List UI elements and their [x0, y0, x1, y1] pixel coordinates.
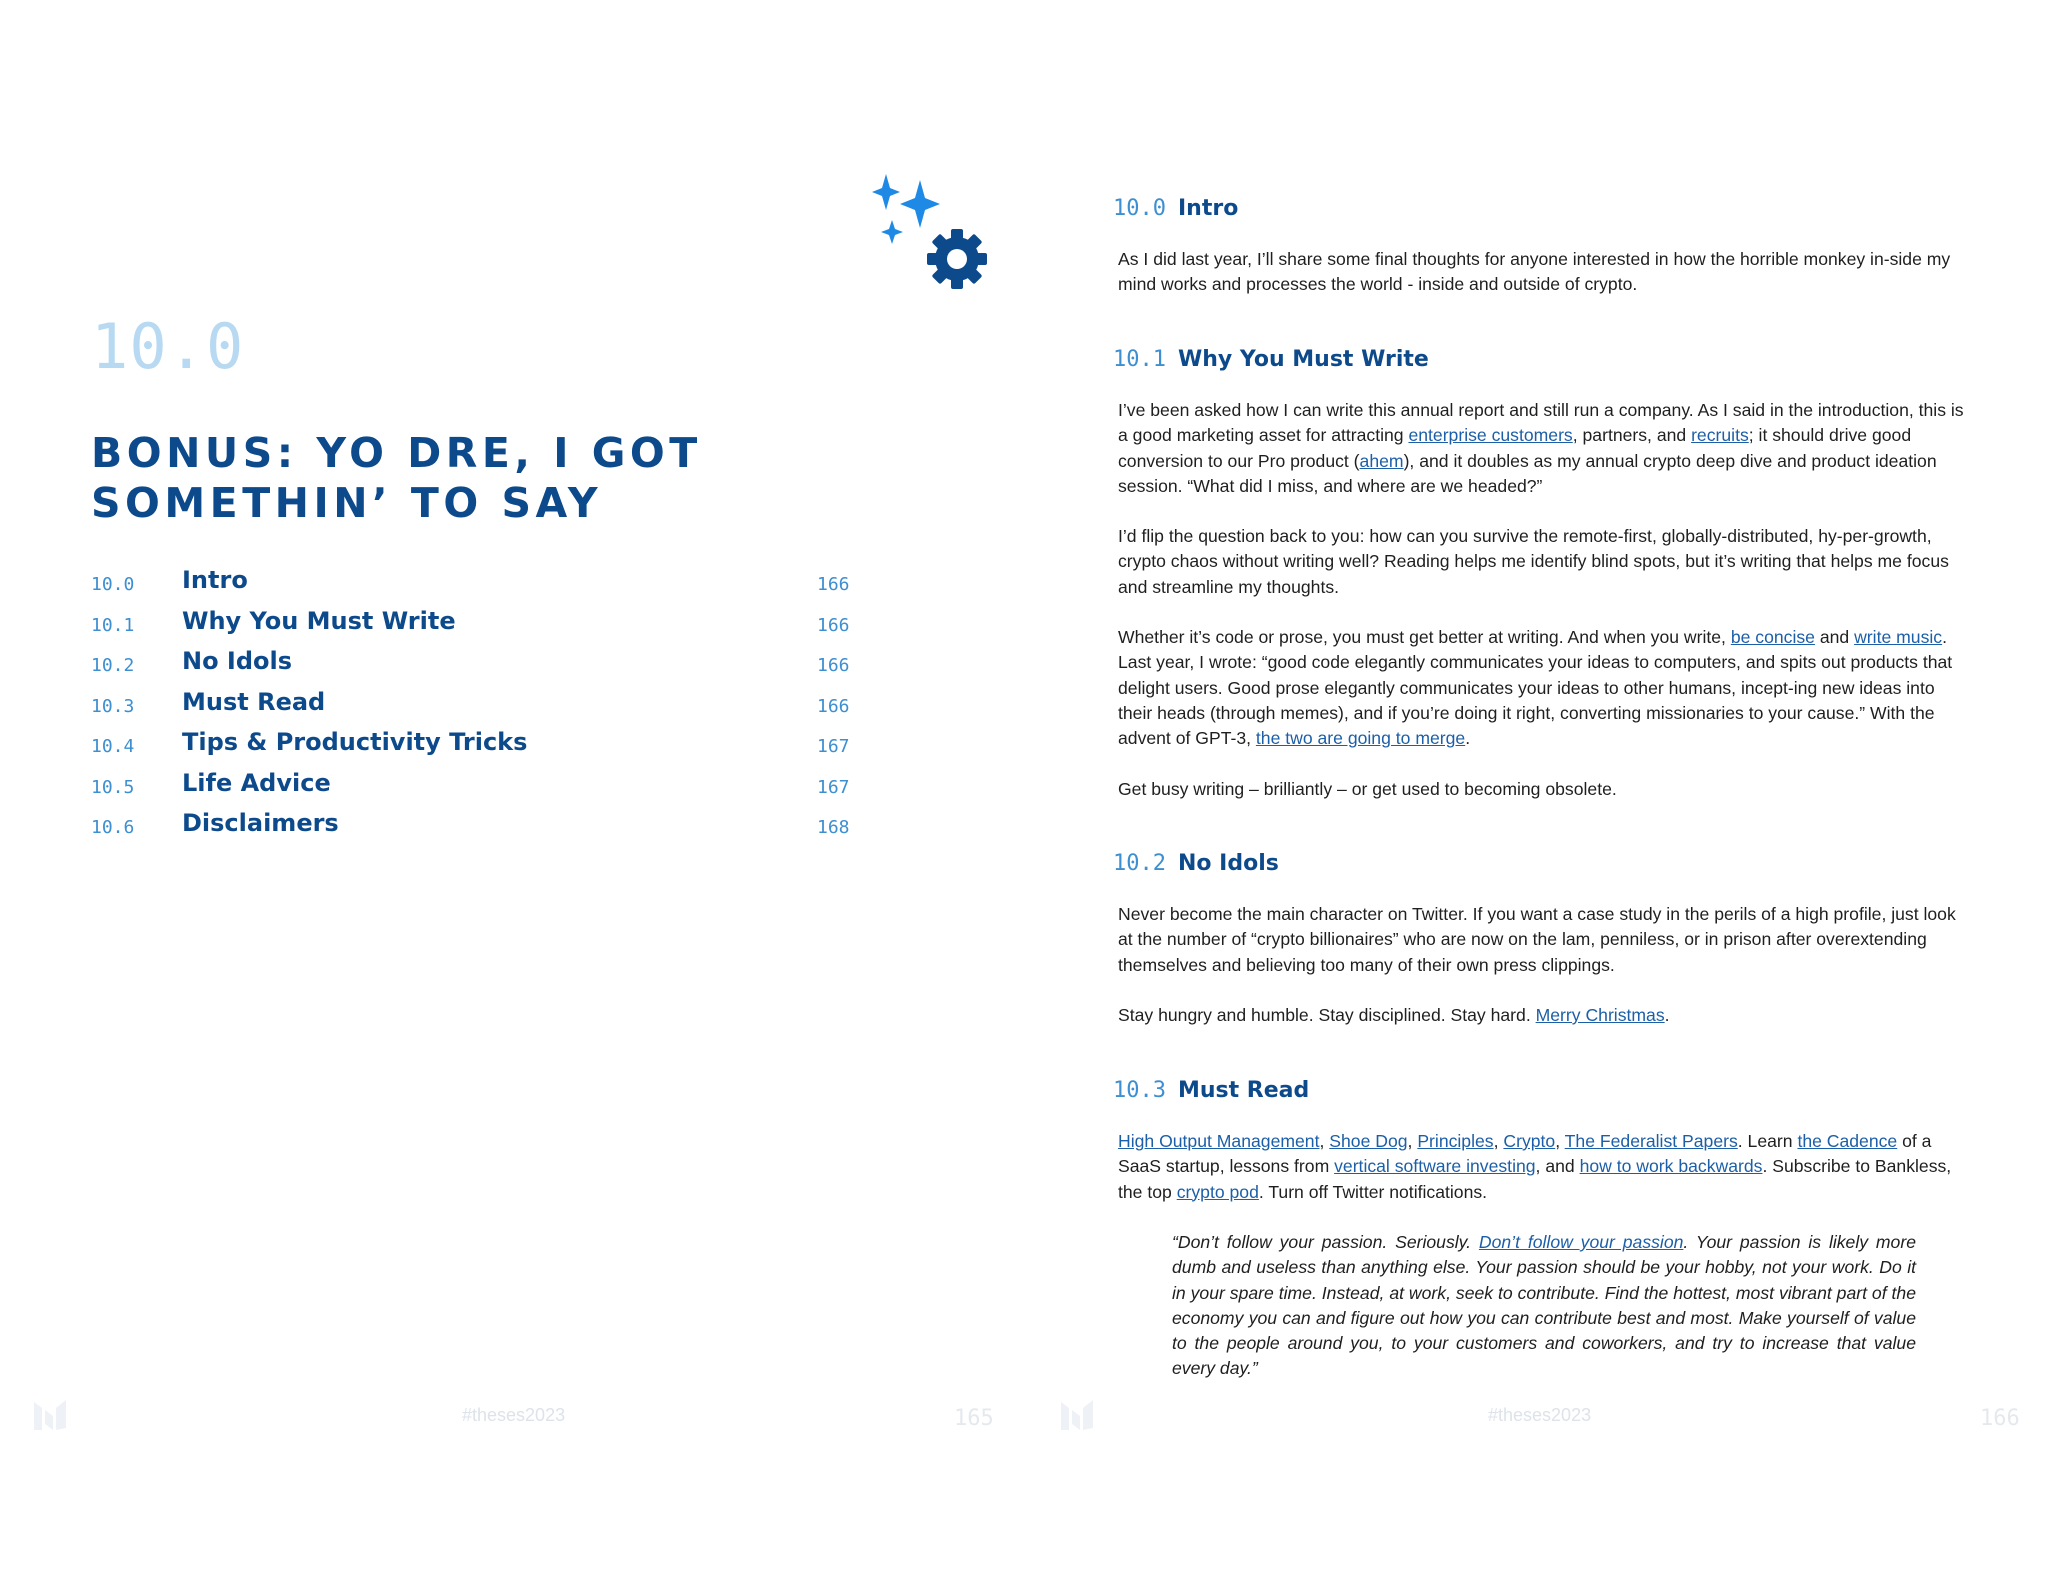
write-paragraph-2: I’d flip the question back to you: how can you survive the remote-first, globally-distributed, hy-per-growth, crypto chaos without writing well? Reading helps me identify blind spots, but it’s writing that helps me focus and streamline my thoughts.: [1118, 526, 1949, 597]
link-shoe-dog[interactable]: Shoe Dog: [1329, 1131, 1408, 1151]
link-write-music[interactable]: write music: [1854, 627, 1943, 647]
link-principles[interactable]: Principles: [1417, 1131, 1494, 1151]
chapter-title: [91, 428, 851, 528]
toc-item-label[interactable]: Why You Must Write: [182, 606, 456, 635]
read-paragraph-1: [1118, 1129, 1973, 1205]
text-run: of a SaaS startup, lessons from: [1118, 1131, 1932, 1177]
text-run: , and: [1535, 1156, 1580, 1177]
toc-item-no-idols[interactable]: [91, 647, 861, 688]
section-title: Intro: [1177, 196, 1239, 221]
toc-item-page: 166: [817, 614, 850, 636]
toc-item-label[interactable]: Disclaimers: [182, 809, 339, 837]
link-crypto[interactable]: Crypto: [1503, 1131, 1556, 1151]
text-run: and: [1814, 627, 1855, 647]
footer-hashtag: #theses2023: [1488, 1405, 1592, 1425]
toc-item-number: 10.4: [91, 736, 135, 757]
write-paragraph-4: Get busy writing – brilliantly – or get used to becoming obsolete.: [1118, 779, 1617, 799]
toc-item-page: 167: [817, 776, 850, 798]
link-the-two-are-going-to-merge[interactable]: the two are going to merge: [1255, 728, 1466, 749]
toc-item-page: 167: [817, 736, 850, 757]
text-run: ,: [1493, 1131, 1504, 1151]
idols-paragraph-2: [1118, 1003, 1973, 1028]
text-run: I’ve been asked how I can write this annual report and still run a company. As I said in the introduction, this is a good marketing asset for attracting: [1118, 400, 1964, 446]
section-number: 10.1: [1113, 347, 1166, 372]
section-heading-must-read: [1113, 1076, 1309, 1104]
chapter-title-line-2: SOMETHIN’ TO SAY: [91, 479, 603, 527]
toc-item-number: 10.6: [91, 817, 135, 838]
toc-item-page: 166: [817, 574, 850, 595]
section-heading-why-you-must-write: [1113, 345, 1429, 373]
text-run: .: [1465, 728, 1471, 749]
toc-item-must-read[interactable]: [91, 688, 861, 729]
chapter-title-line-1: BONUS: YO DRE, I GOT: [91, 429, 702, 477]
toc-item-number: 10.2: [91, 655, 135, 676]
section-title: Must Read: [1177, 1078, 1310, 1103]
toc-item-label[interactable]: Intro: [182, 566, 248, 594]
block-quote: [1172, 1230, 1916, 1382]
text-run: “Don’t follow your passion. Seriously.: [1172, 1232, 1479, 1252]
toc-item-intro[interactable]: [91, 566, 861, 607]
text-run: . Last year, I wrote: “good code elegantly communicates your ideas to computers, and spits out products that delight users. Good prose elegantly communicates your ideas to other humans, incept-ing new ideas into their heads (through memes), and if you’re doing it right, converting missionaries to your cause.” With the advent of GPT-3,: [1118, 627, 1953, 749]
toc-item-page: 166: [817, 655, 850, 676]
link-high-output-management[interactable]: High Output Management: [1118, 1131, 1320, 1151]
link-the-cadence[interactable]: the Cadence: [1797, 1131, 1898, 1151]
write-paragraph-1: [1118, 398, 1973, 499]
link-the-federalist-papers[interactable]: The Federalist Papers: [1564, 1131, 1738, 1151]
toc-item-label[interactable]: Tips & Productivity Tricks: [182, 728, 528, 756]
toc-item-number: 10.1: [91, 614, 135, 636]
text-run: ,: [1555, 1131, 1565, 1151]
link-vertical-software-investing[interactable]: vertical software investing: [1334, 1156, 1536, 1177]
chapter-number: 10.0: [91, 310, 245, 383]
link-enterprise-customers[interactable]: enterprise customers: [1408, 425, 1573, 446]
link-how-to-work-backwards[interactable]: how to work backwards: [1579, 1156, 1763, 1177]
text-run: ; it should drive good conversion to our Pro product (: [1118, 425, 1912, 471]
text-run: . Learn: [1737, 1131, 1798, 1151]
text-run: .: [1664, 1005, 1670, 1025]
section-number: 10.2: [1113, 851, 1166, 876]
toc-item-label[interactable]: No Idols: [182, 647, 293, 675]
toc-item-life-advice[interactable]: [91, 769, 861, 810]
footer-page-number: 166: [1980, 1406, 2020, 1431]
write-paragraph-3: [1118, 625, 1973, 751]
toc-item-label[interactable]: Must Read: [182, 687, 326, 716]
section-number: 10.3: [1113, 1078, 1166, 1103]
footer-hashtag: #theses2023: [462, 1405, 566, 1425]
text-run: , partners, and: [1572, 425, 1692, 446]
footer-page-number: 165: [954, 1406, 994, 1431]
text-run: . Your passion is likely more dumb and useless than anything else. Your passion should be your hobby, not your work. Do it in your spare time. Instead, at work, seek to contribute. Find the hottest, most vibrant part of the economy you can and figure out how you can contribute best and most. Make yourself of value to the people around you, to your customers and coworkers, and try to increase that value every day.”: [1172, 1232, 1916, 1379]
link-ahem[interactable]: ahem: [1359, 450, 1404, 471]
section-heading-intro: [1113, 194, 1238, 222]
toc-item-tips-productivity-tricks[interactable]: [91, 728, 861, 769]
link-be-concise[interactable]: be concise: [1730, 627, 1815, 647]
link-crypto-pod[interactable]: crypto pod: [1176, 1181, 1259, 1202]
toc-item-page: 166: [817, 695, 850, 717]
link-recruits[interactable]: recruits: [1691, 425, 1749, 446]
text-run: Whether it’s code or prose, you must get better at writing. And when you write,: [1118, 627, 1731, 647]
messari-logo-icon: [32, 1398, 68, 1432]
messari-logo-icon: [1059, 1398, 1095, 1432]
text-run: . Subscribe to Bankless, the top: [1118, 1156, 1952, 1202]
toc-item-disclaimers[interactable]: [91, 809, 861, 850]
text-run: ,: [1407, 1131, 1418, 1151]
toc-item-why-you-must-write[interactable]: [91, 607, 861, 648]
toc-item-number: 10.5: [91, 776, 135, 798]
link-merry-christmas[interactable]: Merry Christmas: [1535, 1005, 1665, 1025]
text-run: Stay hungry and humble. Stay disciplined. Stay hard.: [1118, 1005, 1536, 1025]
intro-paragraph: As I did last year, I’ll share some final thoughts for anyone interested in how the horrible monkey in-side my mind works and processes the world - inside and outside of crypto.: [1118, 249, 1951, 295]
link-dont-follow-your-passion[interactable]: Don’t follow your passion: [1478, 1232, 1684, 1252]
text-run: . Turn off Twitter notifications.: [1258, 1181, 1488, 1202]
toc-item-label[interactable]: Life Advice: [182, 768, 331, 797]
section-title: Why You Must Write: [1177, 347, 1429, 372]
section-heading-no-idols: [1113, 849, 1279, 877]
text-run: ,: [1319, 1131, 1330, 1151]
section-title: No Idols: [1177, 851, 1279, 876]
idols-paragraph-1: Never become the main character on Twitter. If you want a case study in the perils of a high profile, just look at the number of “crypto billionaires” who are now on the lam, penniless, or in prison after overextending themselves and believing too many of their own press clippings.: [1118, 904, 1956, 975]
toc-item-number: 10.3: [91, 695, 135, 717]
toc-item-page: 168: [817, 817, 850, 838]
sparkles-gear-icon: [868, 170, 998, 295]
text-run: ), and it doubles as my annual crypto deep dive and product ideation session. “What did I miss, and where are we headed?”: [1118, 450, 1937, 496]
table-of-contents: [91, 566, 861, 850]
section-number: 10.0: [1113, 196, 1166, 221]
toc-item-number: 10.0: [91, 574, 135, 595]
